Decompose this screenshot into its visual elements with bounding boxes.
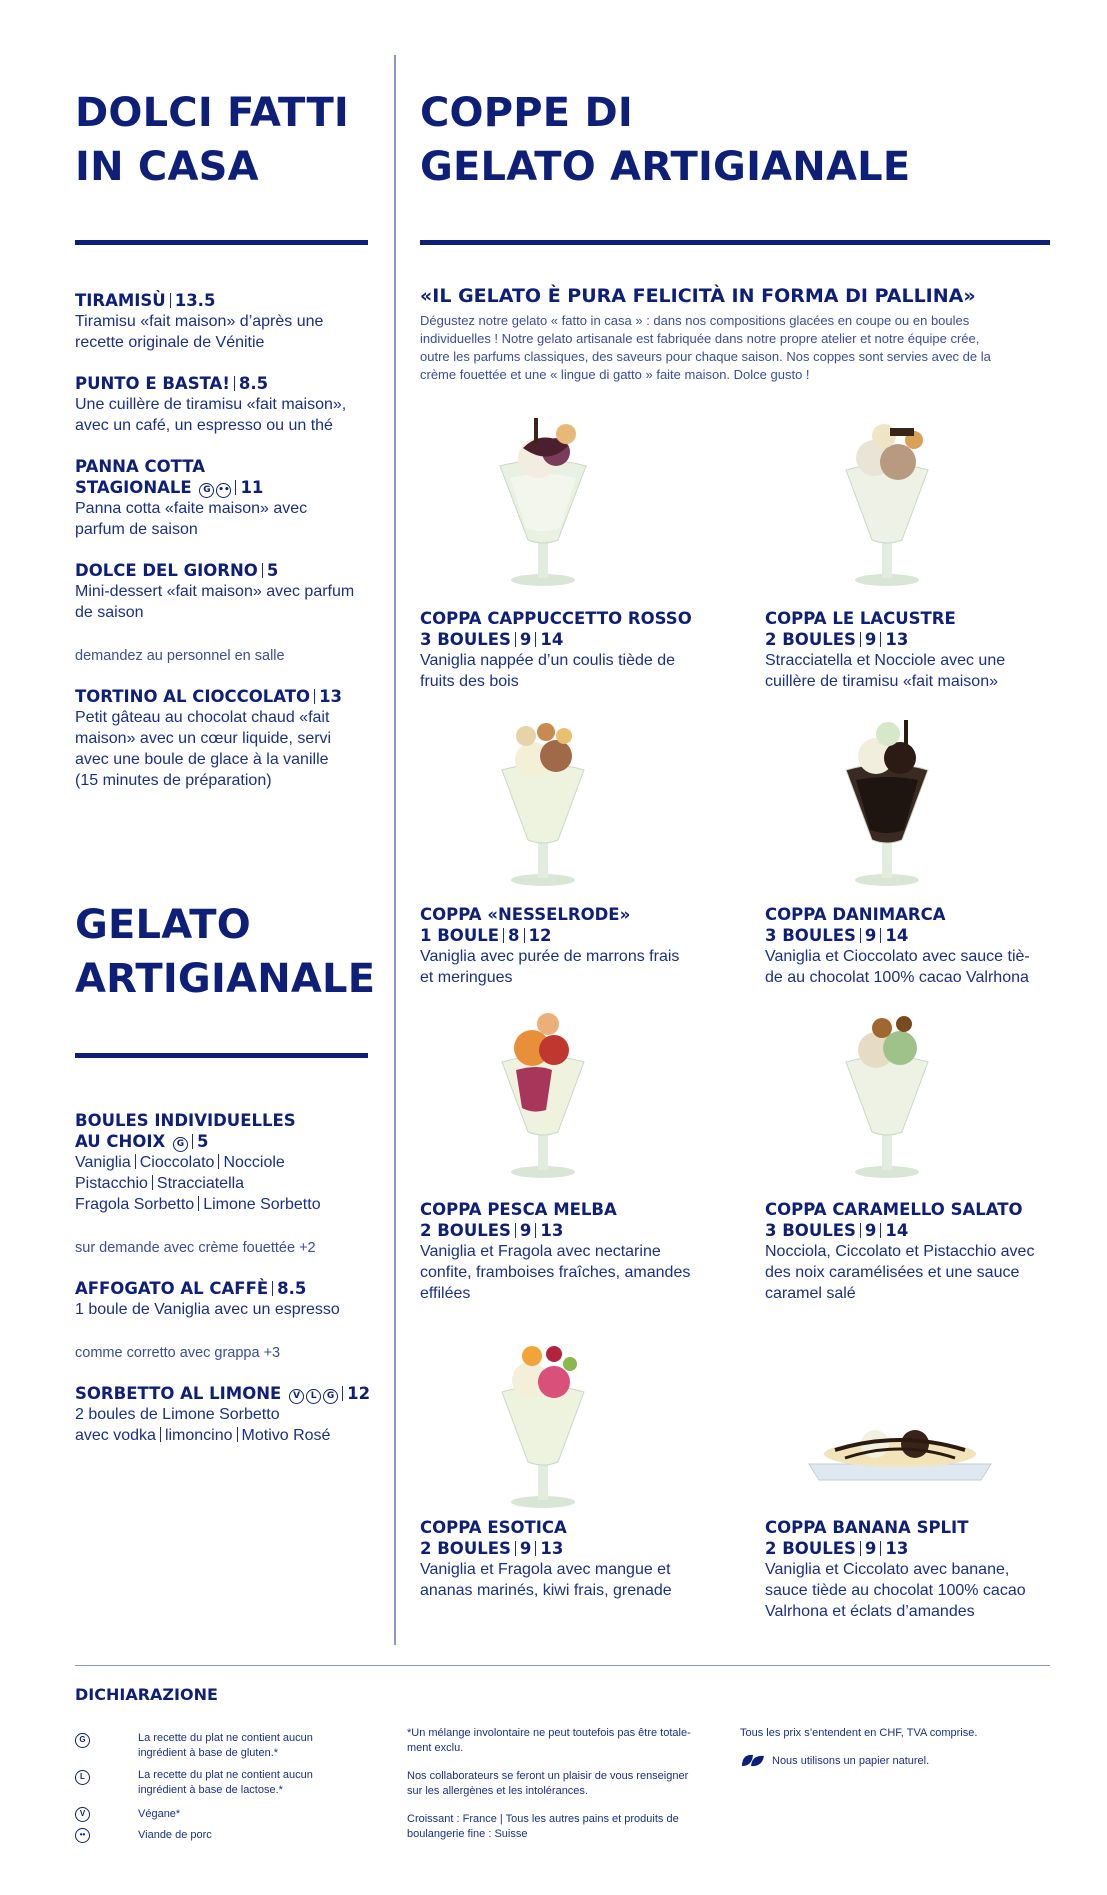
vegan-icon: V <box>289 1389 304 1404</box>
dessert-item: DOLCE DEL GIORNO 5 Mini-dessert «fait maison» avec parfum de saison <box>75 561 355 621</box>
gluten-free-icon: G <box>173 1137 188 1152</box>
quote: «IL GELATO È PURA FELICITÀ IN FORMA DI PALLINA» <box>420 285 976 307</box>
legend-item: Végane* <box>138 1808 181 1820</box>
pork-icon: •• <box>75 1828 90 1843</box>
sorbetto-item: SORBETTO AL LIMONE V L G 12 2 boules de Limone Sorbetto avec vodka limoncino Motivo Rosé <box>75 1384 371 1444</box>
footer-notes: *Un mélange involontaire ne peut toutefois pas être totale- ment exclu. Nos collaborateurs se feront un plaisir de vous renseigner sur les allergènes et les intolérances. Croissant : France | Tous les autres pains et produits de boulangerie fine : Suisse <box>407 1727 691 1840</box>
dessert-item: TORTINO AL CIOCCOLATO 13 Petit gâteau au chocolat chaud «fait maison» avec un cœur liquide, servi avec une boule de glace à la vanille (15 minutes de préparation) <box>75 687 343 789</box>
vegan-icon: V <box>75 1807 90 1822</box>
legend-item: La recette du plat ne contient aucun ingrédient à base de lactose.* <box>138 1769 313 1796</box>
footer-divider <box>75 1665 1050 1666</box>
section-title-desserts: DOLCI FATTI IN CASA <box>75 90 350 190</box>
coppa-item: COPPA ESOTICA 2 BOULES 9 13 Vaniglia et Fragola avec mangue et ananas marinés, kiwi frais, grenade <box>420 1518 672 1599</box>
cream-note: sur demande avec crème fouettée +2 <box>75 1240 316 1256</box>
intro-text: Dégustez notre gelato « fatto in casa » : dans nos compositions glacées en coupe ou en boules individuelles ! Notre gelato artisanale est fabriquée dans notre propre atelier et notre équipe crée, outre les parfums classiques, des saveurs pour chaque saison. Nos coppes sont servies avec de la crème fouettée et une « lingue di gatto » faite maison. Dolce gusto ! <box>420 313 991 382</box>
lactose-free-icon: L <box>306 1389 321 1404</box>
coppa-item: COPPA BANANA SPLIT 2 BOULES 9 13 Vaniglia et Ciccolato avec banane, sauce tiède au chocolat 100% cacao Valrhona et éclats d’amandes <box>765 1518 1026 1620</box>
pork-icon: •• <box>216 483 231 498</box>
sundae-image <box>488 418 598 588</box>
gluten-free-icon: G <box>199 483 214 498</box>
section-title-gelato: GELATO ARTIGIANALE <box>75 902 376 1002</box>
footer-title: DICHIARAZIONE <box>75 1685 218 1704</box>
coppa-item: COPPA CARAMELLO SALATO 3 BOULES 9 14 Nocciola, Ciccolato et Pistacchio avec des noix caramélisées et une sauce caramel salé <box>765 1200 1035 1302</box>
coppa-item: COPPA DANIMARCA 3 BOULES 9 14 Vaniglia et Cioccolato avec sauce tiè- de au chocolat 100% cacao Valrhona <box>765 905 1030 986</box>
divider <box>420 240 1050 245</box>
dessert-list <box>75 290 375 791</box>
divider <box>75 1053 368 1058</box>
dessert-item: PUNTO E BASTA! 8.5 Une cuillère de tiramisu «fait maison», avec un café, un espresso ou un thé <box>75 374 347 434</box>
banana-split-image <box>805 1410 995 1490</box>
staff-note: demandez au personnel en salle <box>75 648 285 664</box>
leaf-icon <box>740 1752 766 1768</box>
section-title-coppe: COPPE DI GELATO ARTIGIANALE <box>420 90 911 190</box>
dessert-item: TIRAMISÙ 13.5 Tiramisu «fait maison» d’après une recette originale de Vénitie <box>75 291 324 351</box>
grappa-note: comme corretto avec grappa +3 <box>75 1345 281 1361</box>
sundae-image <box>832 718 942 888</box>
sundae-image <box>488 1010 598 1180</box>
sundae-image <box>832 418 942 588</box>
coppa-item: COPPA LE LACUSTRE 2 BOULES 9 13 Stracciatella et Nocciole avec une cuillère de tiramisu «fait maison» <box>765 609 1006 690</box>
divider <box>75 240 368 245</box>
legend-item: Viande de porc <box>138 1829 212 1841</box>
affogato-item: AFFOGATO AL CAFFÈ 8.5 1 boule de Vaniglia avec un espresso <box>75 1279 340 1318</box>
sundae-image <box>488 718 598 888</box>
sundae-image <box>832 1010 942 1180</box>
column-divider <box>394 55 396 1645</box>
coppa-item: COPPA CAPPUCCETTO ROSSO 3 BOULES 9 14 Vaniglia nappée d’un coulis tiède de fruits des bois <box>420 609 692 690</box>
legend-item: La recette du plat ne contient aucun ingrédient à base de gluten.* <box>138 1732 313 1759</box>
gluten-free-icon: G <box>75 1733 90 1748</box>
paper-note: Nous utilisons un papier naturel. <box>772 1755 930 1767</box>
gelato-list <box>75 1110 375 1446</box>
boules-item: BOULES INDIVIDUELLES AU CHOIX G 5 Vaniglia Cioccolato Nocciole Pistacchio Stracciatella Fragola Sorbetto Limone Sorbetto <box>75 1111 321 1213</box>
sundae-image <box>488 1340 598 1510</box>
gluten-free-icon: G <box>323 1389 338 1404</box>
lactose-free-icon: L <box>75 1770 90 1785</box>
coppa-item: COPPA PESCA MELBA 2 BOULES 9 13 Vaniglia et Fragola avec nectarine confite, framboises fraîches, amandes effilées <box>420 1200 691 1302</box>
prices-note: Tous les prix s’entendent en CHF, TVA comprise. <box>740 1727 978 1739</box>
coppa-item: COPPA «NESSELRODE» 1 BOULE 8 12 Vaniglia avec purée de marrons frais et meringues <box>420 905 680 986</box>
dessert-item: PANNA COTTA STAGIONALE G •• 11 Panna cotta «faite maison» avec parfum de saison <box>75 457 308 538</box>
